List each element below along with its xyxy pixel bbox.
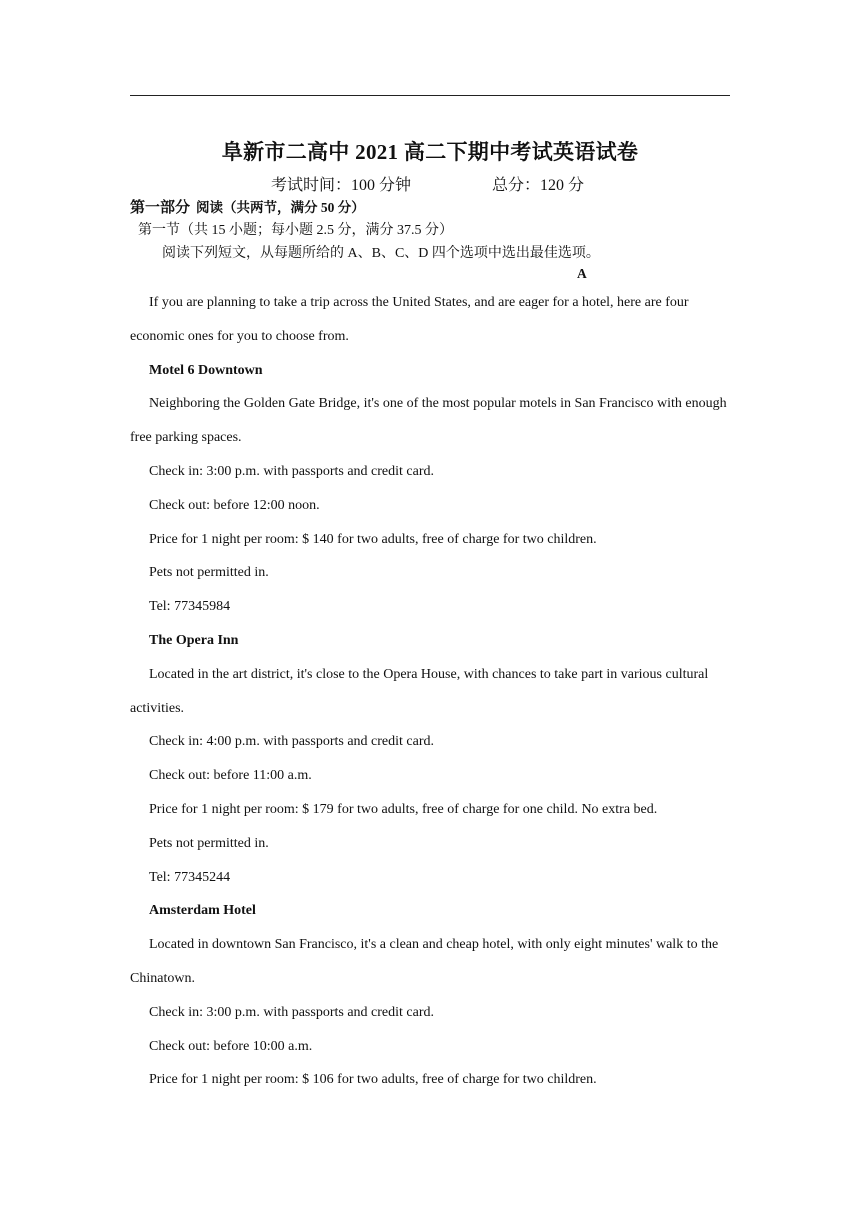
hotel-price: Price for 1 night per room: $ 179 for two adults, free of charge for one child. No extra bed. [149,801,658,817]
hotel-pets: Pets not permitted in. [149,835,269,851]
hotel-check-out: Check out: before 10:00 a.m. [149,1038,313,1054]
hotel-name: The Opera Inn [149,632,239,648]
part-heading [130,196,365,217]
exam-title: 阜新市二高中 2021 高二下期中考试英语试卷 [221,140,639,164]
hotel-name: Motel 6 Downtown [149,362,263,378]
hotel-check-in: Check in: 3:00 p.m. with passports and credit card. [149,1004,434,1020]
hotel-check-in: Check in: 4:00 p.m. with passports and credit card. [149,734,434,750]
passage-body [130,286,730,1097]
hotel-price: Price for 1 night per room: $ 106 for two adults, free of charge for two children. [149,1072,597,1088]
hotel-desc: Located in the art district, it's close to the Opera House, with chances to take part in various cultural activities. [130,666,709,716]
section-heading: 第一节（共 15 小题；每小题 2.5 分，满分 37.5 分） [138,223,453,238]
exam-time: 考试时间：100 分钟 [271,177,412,194]
hotel-check-out: Check out: before 12:00 noon. [149,497,320,513]
passage-intro: If you are planning to take a trip across the United States, and are eager for a hotel, here are four economic ones for you to choose from. [130,295,689,344]
hotel-price: Price for 1 night per room: $ 140 for two adults, free of charge for two children. [149,531,597,547]
hotel-tel: Tel: 77345244 [149,869,231,885]
hotel-tel: Tel: 77345984 [149,599,231,615]
total-score: 总分：120 分 [492,177,585,194]
hotel-check-in: Check in: 3:00 p.m. with passports and credit card. [149,463,434,479]
section-instruction: 阅读下列短文，从每题所给的 A、B、C、D 四个选项中选出最佳选项。 [162,246,600,261]
hotel-desc: Neighboring the Golden Gate Bridge, it's one of the most popular motels in San Francisco with enough free parking spaces. [130,396,727,446]
hotel-name: Amsterdam Hotel [149,903,256,919]
passage-letter: A [577,266,587,281]
header-rule [130,95,730,96]
hotel-pets: Pets not permitted in. [149,565,269,581]
hotel-desc: Located in downtown San Francisco, it's a clean and cheap hotel, with only eight minutes' walk to the Chinatown. [130,937,719,986]
part-desc: 阅读（共两节，满分 50 分） [196,200,365,215]
hotel-check-out: Check out: before 11:00 a.m. [149,768,312,784]
part-label: 第一部分 [130,200,191,216]
